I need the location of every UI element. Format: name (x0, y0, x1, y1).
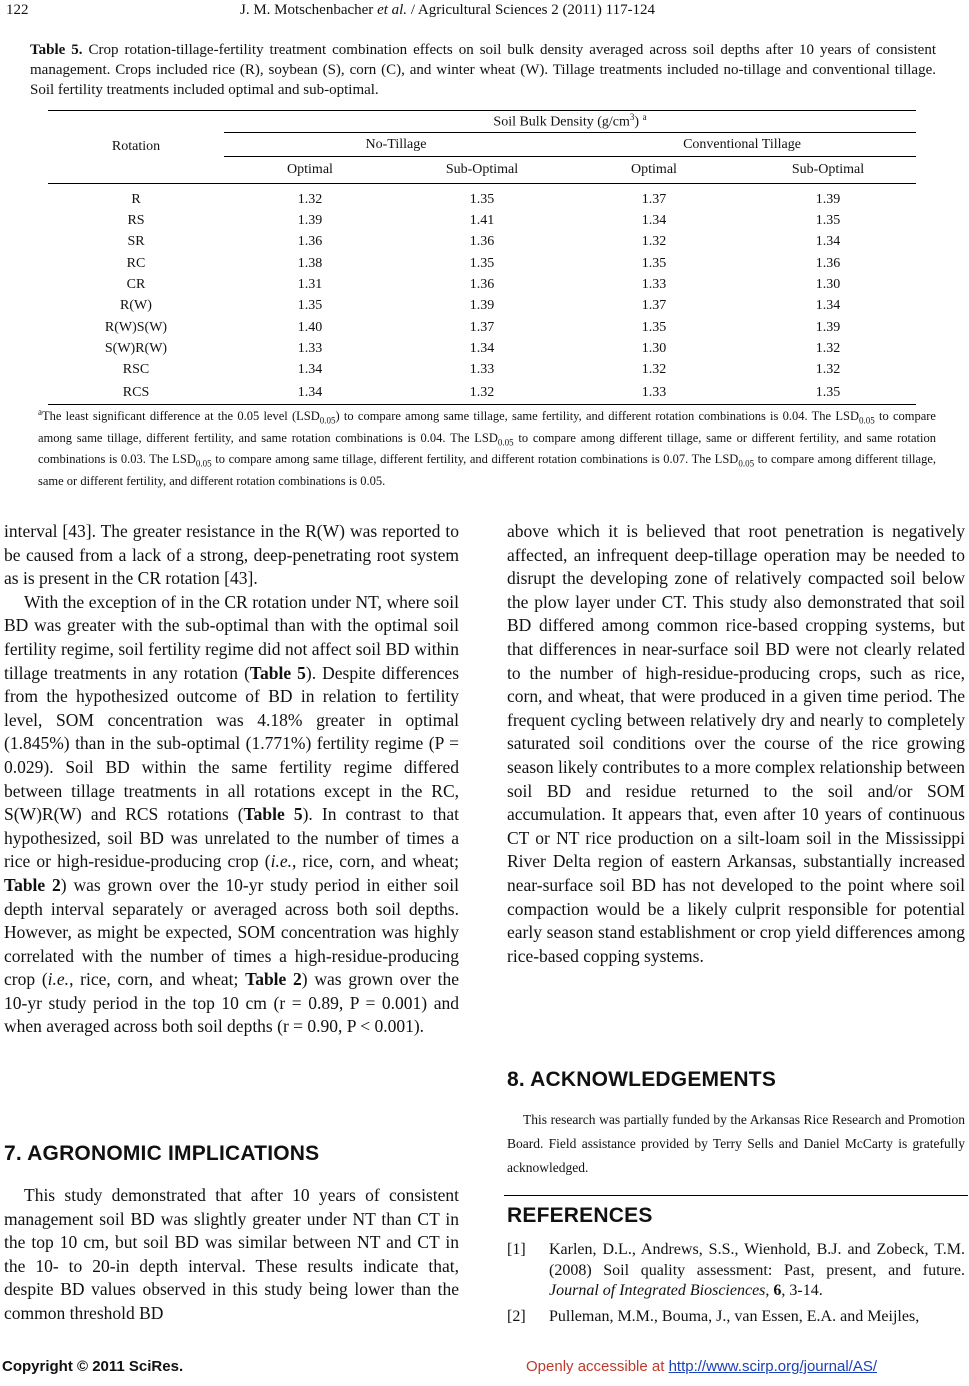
table-caption-label: Table 5. (30, 42, 83, 58)
open-access-text: Openly accessible at http://www.scirp.org/journal/AS/ (526, 1358, 877, 1375)
bulk-density-cell: 1.30 (641, 340, 667, 356)
bulk-density-cell: 1.32 (815, 340, 841, 356)
rotation-cell: RCS (48, 381, 224, 405)
bulk-density-table (48, 110, 916, 405)
bulk-density-cell: 1.40 (297, 319, 323, 335)
bulk-density-cell: 1.33 (297, 340, 323, 356)
bulk-density-cell: 1.34 (815, 298, 841, 314)
bulk-density-cell: 1.36 (469, 234, 495, 250)
fertility-header: Optimal (224, 157, 396, 184)
bulk-density-cell: 1.35 (297, 298, 323, 314)
bulk-density-cell: 1.35 (641, 255, 667, 271)
fertility-header: Optimal (568, 157, 740, 184)
bulk-density-cell: 1.39 (815, 319, 841, 335)
table-caption (30, 40, 936, 100)
bulk-density-cell: 1.37 (641, 192, 667, 208)
references-divider (504, 1195, 968, 1196)
rotation-cell: RSC (122, 362, 150, 378)
rotation-cell: RC (126, 255, 146, 271)
table-footnote: $^a$The least significant difference at the 0.05 level $(LSD_{0.05})$ to compare among same tillage, same fertility, and different rotation combinations is 0.04. The $LSD_{0.05}$ to compare among same tillage, different fertility, and same rotation combinations is 0.04. The $LSD_{0.05}$ to compare among different tillage, same or different fertility, and same rotation combinations is 0.03. The $LSD_{0.05}$ to compare among same tillage, different fertility, and different rotation combinations is 0.07. The $LSD_{0.05}$ to compare among different tillage, same or different fertility, and different rotation combinations is 0.05. (38, 407, 936, 488)
bulk-density-cell: 1.38 (297, 255, 323, 271)
bulk-density-cell: 1.32 (396, 381, 568, 405)
bulk-density-cell: 1.35 (740, 381, 916, 405)
running-head-journal: / Agricultural Sciences 2 (2011) 117-124 (410, 2, 656, 18)
running-head-authors: J. M. Motschenbacher (240, 2, 374, 18)
bulk-density-cell: 1.33 (568, 381, 740, 405)
body-paragraph: above which it is believed that root penetration is negatively affected, an infrequent deep-tillage operation may be needed to disrupt the developing zone of relatively compacted soil below the plow layer under CT. This study also demonstrated that soil BD differed among common rice-based cropping systems, but that differences in near-surface soil BD were not clearly related to the number of high-residue-producing crops, such as rice, corn, and wheat, that were produced in a given time period. The frequent cycling between relatively dry and nearly to completely saturated soil conditions over the course of the rice growing season likely contributes to a more complex relationship between soil BD and residue returned to the soil and/or SOM accumulation. It appears that, even after 10 years of continuous CT or NT rice production on a silt-loam soil in the Mississippi River Delta region of eastern Arkansas, substantially increased near-surface soil BD has not developed to the point where soil compaction would be a likely culprit responsible for potential early season stand establishment or crop yield differences among rice-based copping systems. (507, 521, 965, 966)
bulk-density-cell: 1.34 (641, 213, 667, 229)
section-heading-7: 7. AGRONOMIC IMPLICATIONS (4, 1142, 320, 1165)
table-row (48, 211, 916, 232)
fertility-header: Sub-Optimal (740, 157, 916, 184)
bulk-density-cell: 1.34 (224, 381, 396, 405)
table-reference[interactable]: Table 5 (243, 804, 303, 825)
fertility-header: Sub-Optimal (396, 157, 568, 184)
running-head-et-al: et al. (377, 2, 408, 18)
body-paragraph: This study demonstrated that after 10 years of consistent management soil BD was slightly greater under NT than CT in the top 10 cm, but soil BD was similar between NT and CT in the 10- to 20-in depth interval. These results indicate that, despite BD values observed in this study being lower than the common threshold BD (4, 1185, 459, 1323)
bulk-density-cell: 1.39 (297, 213, 323, 229)
table-row (48, 317, 916, 338)
bulk-density-cell: 1.36 (297, 234, 323, 250)
table-row (48, 253, 916, 274)
acknowledgements-text: This research was partially funded by the Arkansas Rice Research and Promotion Board. Field assistance provided by Terry Sells and Daniel McCarty is gratefully acknowledged. (507, 1112, 965, 1175)
bulk-density-header: Soil Bulk Density $(g/cm^3)$ $^a$ (224, 111, 916, 133)
page-number: 122 (6, 2, 29, 18)
bulk-density-cell: 1.37 (641, 298, 667, 314)
journal-link[interactable]: http://www.scirp.org/journal/AS/ (668, 1358, 877, 1375)
rotation-cell: RS (127, 213, 145, 229)
rotation-cell: R (131, 192, 141, 208)
rotation-cell: R(W) (120, 298, 152, 314)
references-heading: REFERENCES (507, 1204, 653, 1227)
tillage-header-ct: Conventional Tillage (568, 133, 916, 157)
table-reference[interactable]: Table 2 (245, 969, 302, 990)
bulk-density-cell: 1.36 (815, 255, 841, 271)
body-paragraph: With the exception of in the CR rotation under NT, where soil BD was greater with the sub-optimal than with the optimal soil fertility regime, soil fertility regime did not affect soil BD within tillage treatments in any rotation (Table 5). Despite differences from the hypothesized outcome of BD in relation to fertility level, SOM concentration was 4.18% greater in optimal (1.845%) than in the sub-optimal (1.771%) fertility regime (P = 0.029). Soil BD within the same fertility regime differed between tillage treatments in all rotations except in the RC, S(W)R(W) and RCS rotations (Table 5). In contrast to that hypothesized, soil BD was unrelated to the number of times a rice or high-residue-producing crop (i.e., rice, corn, and wheat; Table 2) was grown over the 10-yr study period in either soil depth interval separately or averaged across both soil depths. However, as might be expected, SOM concentration was highly correlated with the number of times a high-residue-producing crop (i.e., rice, corn, and wheat; Table 2) was grown over the 10-yr study period in the top 10 cm (r = 0.89, P = 0.001) and when averaged across both soil depths (r = 0.90, P < 0.001). (4, 591, 460, 1037)
bulk-density-cell: 1.37 (469, 319, 495, 335)
table-row (48, 338, 916, 359)
table-body (48, 184, 916, 405)
body-paragraph: interval [43]. The greater resistance in the R(W) was reported to be caused from a lack of a strong, deep-penetrating root system as is present in the CR rotation [43]. (4, 521, 459, 589)
bulk-density-cell: 1.34 (815, 234, 841, 250)
bulk-density-cell: 1.30 (815, 277, 841, 293)
bulk-density-cell: 1.34 (469, 340, 495, 356)
page-header (0, 0, 969, 24)
section-heading-8: 8. ACKNOWLEDGEMENTS (507, 1068, 777, 1091)
table-row (48, 184, 916, 211)
running-head (240, 2, 655, 19)
table-reference[interactable]: Table 2 (4, 874, 61, 895)
bulk-density-cell: 1.36 (469, 277, 495, 293)
bulk-density-cell: 1.39 (469, 298, 495, 314)
tillage-header-nt: No-Tillage (224, 133, 568, 157)
bulk-density-cell: 1.39 (815, 192, 841, 208)
table-header-row-1 (48, 111, 916, 133)
table-row (48, 232, 916, 253)
bulk-density-cell: 1.35 (815, 213, 841, 229)
bulk-density-cell: 1.35 (641, 319, 667, 335)
left-column (4, 520, 459, 1039)
table-row (48, 381, 916, 405)
table-caption-text: Crop rotation-tillage-fertility treatment combination effects on soil bulk density averaged across soil depths after 10 years of consistent management. Crops included rice (R), soybean (S), corn (C), and winter wheat (W). Tillage treatments included no-tillage and conventional tillage. Soil fertility treatments included optimal and sub-optimal. (30, 42, 937, 98)
bulk-density-cell: 1.31 (297, 277, 323, 293)
left-column-lower (4, 1184, 459, 1326)
bulk-density-cell: 1.35 (469, 192, 495, 208)
copyright-text: Copyright © 2011 SciRes. (2, 1358, 184, 1375)
bulk-density-cell: 1.35 (469, 255, 495, 271)
bulk-density-cell: 1.32 (641, 234, 667, 250)
bulk-density-cell: 1.34 (297, 362, 323, 378)
bulk-density-cell: 1.32 (641, 362, 667, 378)
right-column (507, 520, 965, 968)
table-row (48, 274, 916, 295)
rotation-cell: S(W)R(W) (104, 340, 168, 356)
rotation-cell: CR (126, 277, 146, 293)
reference-item: [2] Pulleman, M.M., Bouma, J., van Essen, E.A. and Meijles, (507, 1307, 920, 1325)
table-row (48, 360, 916, 381)
table-row (48, 296, 916, 317)
references-list (507, 1240, 965, 1332)
bulk-density-cell: 1.33 (469, 362, 495, 378)
bulk-density-cell: 1.32 (297, 192, 323, 208)
rotation-cell: SR (127, 234, 145, 250)
table-reference[interactable]: Table 5 (249, 662, 306, 683)
rotation-header: Rotation (48, 111, 224, 184)
bulk-density-cell: 1.32 (815, 362, 841, 378)
rotation-cell: R(W)S(W) (104, 319, 168, 335)
reference-item: [1] Karlen, D.L., Andrews, S.S., Wienhold, B.J. and Zobeck, T.M. (2008) Soil quality assessment: Past, present, and future. Journal of Integrated Biosciences, 6, 3-14. (507, 1241, 965, 1299)
bulk-density-cell: 1.41 (469, 213, 495, 229)
bulk-density-cell: 1.33 (641, 277, 667, 293)
